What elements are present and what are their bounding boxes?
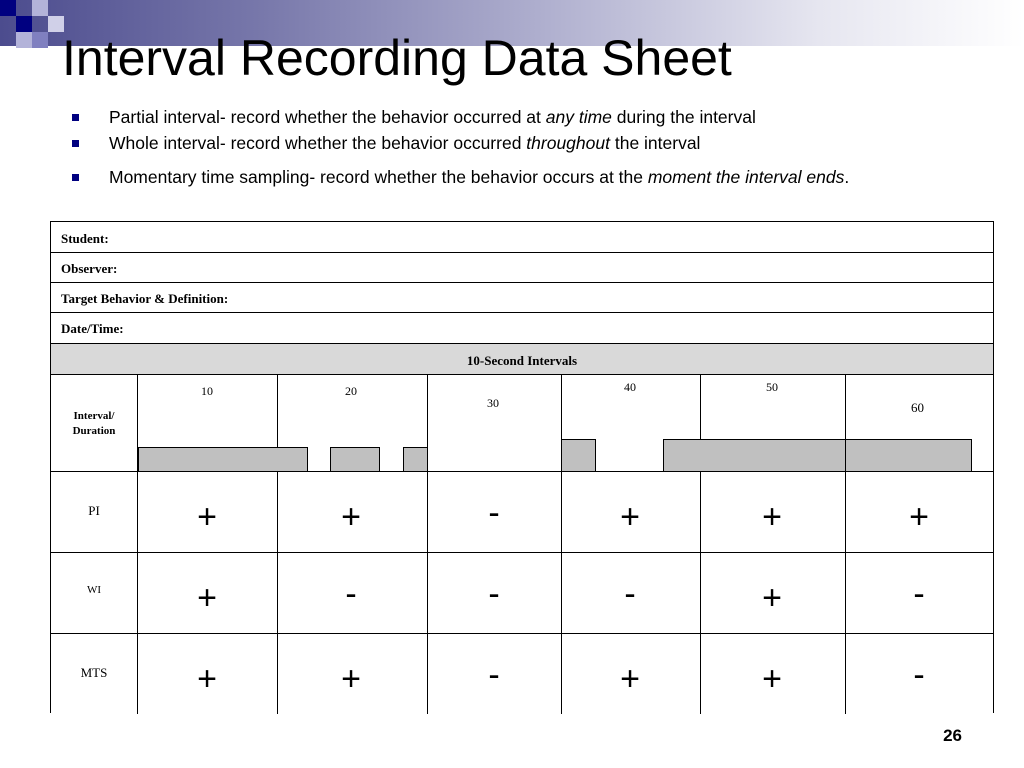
field-row-observer[interactable] (51, 253, 993, 283)
interval-label: 20 (345, 384, 357, 398)
recording-mark[interactable]: + (909, 498, 929, 536)
row-label: PI (88, 503, 100, 518)
behavior-duration-bar (138, 447, 308, 472)
interval-label: 30 (487, 396, 499, 410)
interval-duration-label: Interval/ Duration (72, 410, 116, 437)
recording-mark[interactable]: + (762, 660, 782, 698)
row-label: WI (86, 584, 102, 596)
recording-mark[interactable]: + (197, 498, 217, 536)
column-divider (427, 375, 428, 714)
bullet-emphasis: moment the interval ends (647, 167, 845, 187)
recording-mark[interactable]: + (762, 579, 782, 617)
bullet-emphasis: throughout (526, 133, 610, 153)
page-number: 26 (943, 726, 962, 745)
field-row-date-time[interactable] (51, 313, 993, 344)
column-divider (277, 472, 278, 714)
intervals-header: 10-Second Intervals (466, 353, 578, 368)
column-divider (845, 375, 846, 714)
recording-mark[interactable]: - (913, 656, 925, 694)
recording-mark[interactable]: + (197, 660, 217, 698)
recording-mark[interactable]: + (341, 660, 361, 698)
field-row-student[interactable] (51, 222, 993, 253)
square-bullet-icon (72, 140, 79, 147)
recording-mark[interactable]: - (345, 575, 357, 613)
decor-square (16, 32, 32, 48)
bullet-text: Whole interval- record whether the behavior occurred (109, 133, 527, 153)
decor-square (32, 0, 48, 16)
bullet-text: Partial interval- record whether the behavior occurred at (109, 107, 546, 127)
decor-square (16, 16, 32, 32)
column-divider (137, 375, 138, 714)
square-bullet-icon (72, 174, 79, 181)
interval-duration-row (51, 375, 993, 472)
intervals-header-row (51, 344, 993, 375)
recording-mark[interactable]: + (197, 579, 217, 617)
behavior-duration-bar (663, 439, 972, 472)
bullet-text: . (844, 167, 850, 187)
behavior-duration-bar (330, 447, 380, 472)
recording-mark[interactable]: - (913, 575, 925, 613)
column-divider (277, 375, 278, 447)
bullet-item (72, 106, 849, 132)
data-sheet-table (50, 221, 994, 713)
square-bullet-icon (72, 114, 79, 121)
recording-mark[interactable]: + (620, 498, 640, 536)
bullet-list (72, 106, 849, 188)
recording-mark[interactable]: - (488, 494, 500, 532)
column-divider (700, 472, 701, 714)
bullet-item (72, 132, 849, 166)
interval-label: 40 (624, 380, 636, 394)
bullet-emphasis: any time (545, 107, 612, 127)
bullet-text: Momentary time sampling- record whether the behavior occurs at the (109, 167, 648, 187)
recording-mark[interactable]: + (762, 498, 782, 536)
field-label: Observer: (61, 261, 118, 276)
recording-mark[interactable]: - (488, 656, 500, 694)
behavior-duration-bar (561, 439, 596, 472)
field-label: Student: (61, 231, 109, 246)
column-divider (700, 375, 701, 439)
decor-square (32, 32, 48, 48)
page-title: Interval Recording Data Sheet (62, 30, 732, 86)
row-label: MTS (80, 665, 108, 680)
behavior-duration-bar (403, 447, 428, 472)
bullet-text: the interval (609, 133, 701, 153)
bullet-item (72, 166, 849, 188)
interval-label: 10 (201, 384, 213, 398)
interval-label: 50 (766, 380, 778, 394)
decor-square (0, 0, 16, 16)
field-row-target-behavior[interactable] (51, 283, 993, 313)
interval-label: 60 (911, 400, 924, 415)
recording-mark[interactable]: + (341, 498, 361, 536)
recording-mark[interactable]: - (624, 575, 636, 613)
field-label: Date/Time: (61, 321, 124, 336)
data-row-pi (51, 472, 993, 553)
data-row-mts (51, 634, 993, 714)
data-row-wi (51, 553, 993, 634)
bullet-text: during the interval (611, 107, 756, 127)
field-label: Target Behavior & Definition: (61, 291, 229, 306)
recording-mark[interactable]: - (488, 575, 500, 613)
column-divider (561, 375, 562, 714)
recording-mark[interactable]: + (620, 660, 640, 698)
